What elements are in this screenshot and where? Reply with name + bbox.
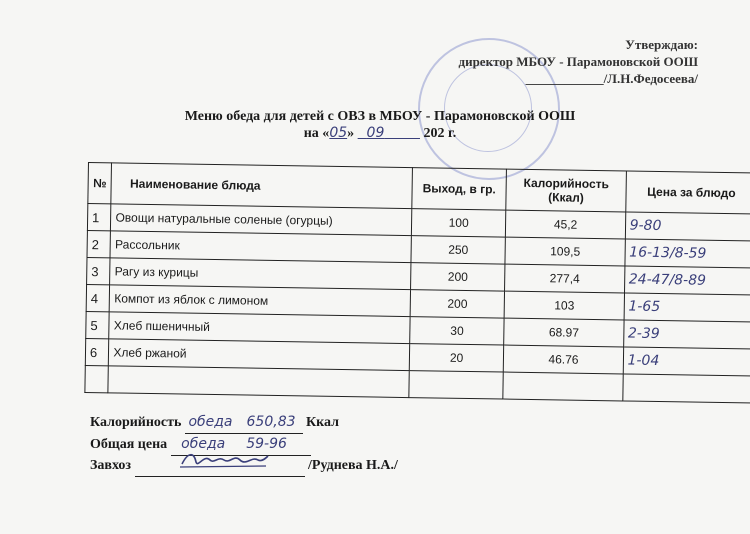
header-dish-name: Наименование блюда xyxy=(111,163,412,209)
date-prefix: на « xyxy=(303,126,330,141)
header-calories: Калорийность (Ккал) xyxy=(506,169,626,212)
dish-output: 200 xyxy=(410,290,505,318)
dish-name: Хлеб пшеничный xyxy=(109,312,410,344)
calories-handwritten-word: обеда xyxy=(188,414,233,430)
dish-price: 2-39 xyxy=(623,320,750,349)
director-name: /Л.Н.Федосеева/ xyxy=(603,71,698,86)
dish-name xyxy=(108,366,409,398)
dish-calories: 109,5 xyxy=(505,237,625,266)
header-output: Выход, в гр. xyxy=(412,168,507,210)
title-date-line xyxy=(160,125,600,142)
dish-price: 24-47/8-89 xyxy=(624,266,750,295)
dish-output xyxy=(409,371,504,399)
row-number: 3 xyxy=(87,257,111,284)
date-month-value: 09 xyxy=(366,125,385,141)
dish-calories: 68.97 xyxy=(504,318,624,347)
row-number: 5 xyxy=(86,311,110,338)
total-calories-label: Калорийность xyxy=(90,415,182,430)
storekeeper-name: /Руднева Н.А./ xyxy=(308,458,398,473)
date-month xyxy=(358,125,420,141)
header-number: № xyxy=(88,163,112,204)
dish-name: Овощи натуральные соленые (огурцы) xyxy=(111,204,412,236)
date-year-suffix: г. xyxy=(444,126,457,141)
row-number xyxy=(85,365,109,392)
dish-output: 200 xyxy=(410,263,505,291)
approval-line-2: директор МБОУ - Парамоновской ООШ xyxy=(458,54,698,69)
dish-name: Рассольник xyxy=(110,231,411,263)
row-number: 2 xyxy=(87,230,111,257)
menu-table xyxy=(84,162,750,403)
row-number: 6 xyxy=(85,338,109,365)
header-price: Цена за блюдо xyxy=(625,171,750,214)
total-calories-unit: Ккал xyxy=(306,415,339,430)
total-price-label: Общая цена xyxy=(90,437,168,452)
date-mid: » xyxy=(347,126,358,141)
dish-price: 16-13/8-59 xyxy=(625,239,750,268)
date-year: 202 xyxy=(419,126,445,141)
dish-calories xyxy=(503,372,623,401)
total-calories-value: 650,83 xyxy=(246,414,296,430)
approval-line-1: Утверждаю: xyxy=(625,37,698,52)
price-handwritten-word: обеда xyxy=(181,436,226,452)
dish-output: 20 xyxy=(409,344,504,372)
row-number: 4 xyxy=(86,284,110,311)
dish-price: 1-65 xyxy=(624,293,750,322)
dish-name: Компот из яблок с лимоном xyxy=(110,285,411,317)
handwritten-signature xyxy=(178,448,270,470)
dish-output: 250 xyxy=(411,236,506,264)
approval-line-3: ____________/Л.Н.Федосеева/ xyxy=(525,71,698,86)
dish-price: 1-04 xyxy=(623,347,750,376)
dish-name: Рагу из курицы xyxy=(110,258,411,290)
title-line-1: Меню обеда для детей с ОВЗ в МБОУ - Парамоновской ООШ xyxy=(184,109,576,124)
total-calories-line xyxy=(90,412,398,434)
dish-price: 9-80 xyxy=(625,212,750,241)
total-price-value: 59-96 xyxy=(246,436,287,452)
total-calories-blank xyxy=(185,412,303,434)
dish-calories: 45,2 xyxy=(506,210,626,239)
dish-calories: 103 xyxy=(505,291,625,320)
storekeeper-label: Завхоз xyxy=(90,458,132,473)
row-number: 1 xyxy=(87,204,111,231)
dish-price xyxy=(622,374,750,403)
document-title xyxy=(160,108,600,142)
dish-output: 30 xyxy=(409,317,504,345)
dish-output: 100 xyxy=(411,209,506,237)
dish-calories: 46.76 xyxy=(504,345,624,374)
date-day: 05 xyxy=(329,125,348,141)
dish-calories: 277,4 xyxy=(505,264,625,293)
dish-name: Хлеб ржаной xyxy=(109,339,410,371)
approval-block xyxy=(459,36,698,87)
